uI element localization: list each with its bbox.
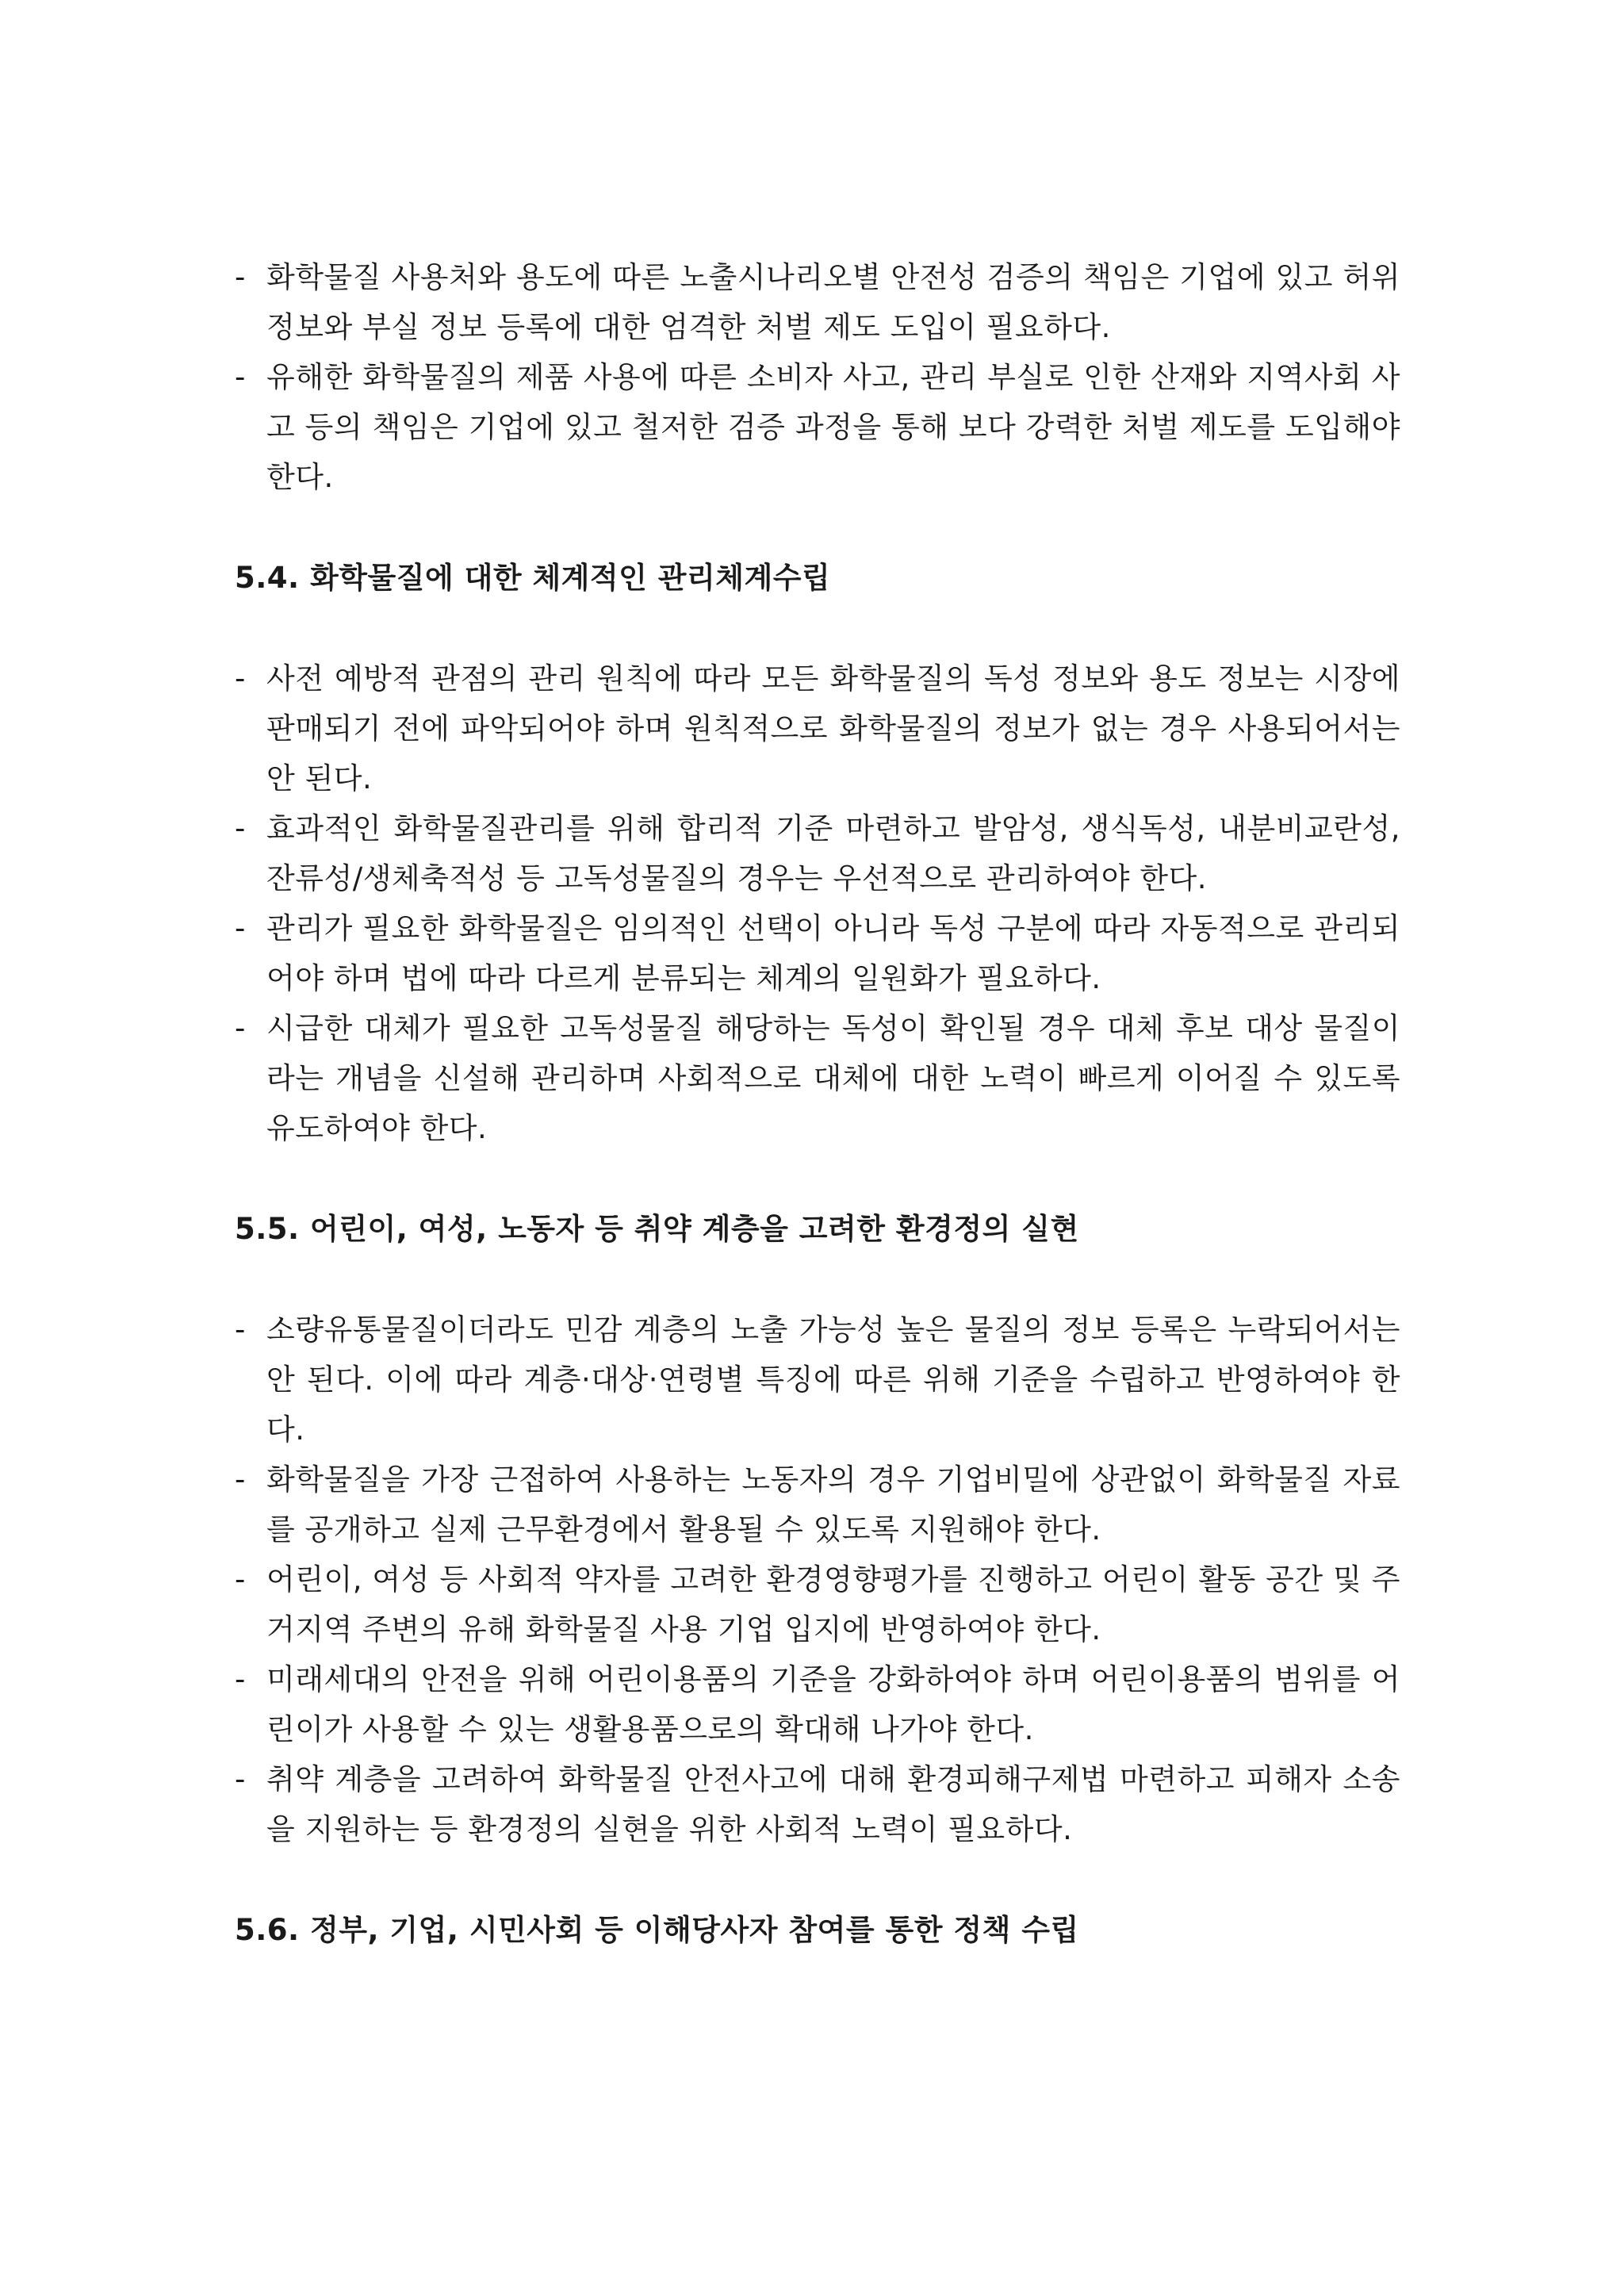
list-item (235, 1654, 1400, 1754)
bullet-dash: - (235, 1562, 246, 1596)
list-item (235, 1754, 1400, 1854)
list-item (235, 1305, 1400, 1455)
list-item-text: 효과적인 화학물질관리를 위해 합리적 기준 마련하고 발암성, 생식독성, 내분비교란성, 잔류성/생체축적성 등 고독성물질의 경우는 우선적으로 관리하여야 한다. (266, 811, 1400, 895)
list-item-text: 관리가 필요한 화학물질은 임의적인 선택이 아니라 독성 구분에 따라 자동적으로 관리되어야 하며 법에 따라 다르게 분류되는 체계의 일원화가 필요하다. (266, 911, 1400, 995)
bullet-dash: - (235, 1762, 246, 1796)
list-item-text: 소량유통물질이더라도 민감 계층의 노출 가능성 높은 물질의 정보 등록은 누락되어서는 안 된다. 이에 따라 계층·대상·연령별 특징에 따른 위해 기준을 수립하고 반영하여야 한다. (266, 1313, 1400, 1447)
bullet-dash: - (235, 1462, 246, 1497)
bullet-dash: - (235, 661, 246, 696)
list-item-text: 어린이, 여성 등 사회적 약자를 고려한 환경영향평가를 진행하고 어린이 활동 공간 및 주거지역 주변의 유해 화학물질 사용 기업 입지에 반영하여야 한다. (266, 1562, 1400, 1646)
bullet-dash: - (235, 911, 246, 945)
bullet-dash: - (235, 811, 246, 845)
management-list (235, 654, 1400, 1153)
list-item (235, 1455, 1400, 1554)
list-item (235, 1003, 1400, 1153)
list-item-text: 시급한 대체가 필요한 고독성물질 해당하는 독성이 확인될 경우 대체 후보 대상 물질이라는 개념을 신설해 관리하며 사회적으로 대체에 대한 노력이 빠르게 이어질 수 있도록 유도하여야 한다. (266, 1011, 1400, 1145)
bullet-dash: - (235, 1662, 246, 1696)
list-item-text: 유해한 화학물질의 제품 사용에 따른 소비자 사고, 관리 부실로 인한 산재와 지역사회 사고 등의 책임은 기업에 있고 철저한 검증 과정을 통해 보다 강력한 처벌 제도를 도입해야 한다. (266, 360, 1400, 494)
bullet-dash: - (235, 360, 246, 394)
list-item-text: 취약 계층을 고려하여 화학물질 안전사고에 대해 환경피해구제법 마련하고 피해자 소송을 지원하는 등 환경정의 실현을 위한 사회적 노력이 필요하다. (266, 1762, 1400, 1846)
list-item (235, 352, 1400, 502)
list-item (235, 252, 1400, 352)
list-item-text: 화학물질 사용처와 용도에 따른 노출시나리오별 안전성 검증의 책임은 기업에 있고 허위 정보와 부실 정보 등록에 대한 엄격한 처벌 제도 도입이 필요하다. (266, 260, 1400, 344)
responsibility-list (235, 252, 1400, 502)
list-item (235, 654, 1400, 803)
vulnerable-groups-list (235, 1305, 1400, 1854)
section-heading-5-5: 5.5. 어린이, 여성, 노동자 등 취약 계층을 고려한 환경정의 실현 (235, 1212, 1079, 1246)
section-heading-5-4: 5.4. 화학물질에 대한 체계적인 관리체계수립 (235, 561, 831, 595)
list-item (235, 803, 1400, 903)
list-item-text: 화학물질을 가장 근접하여 사용하는 노동자의 경우 기업비밀에 상관없이 화학물질 자료를 공개하고 실제 근무환경에서 활용될 수 있도록 지원해야 한다. (266, 1462, 1400, 1547)
list-item (235, 1554, 1400, 1654)
list-item (235, 903, 1400, 1003)
list-item-text: 사전 예방적 관점의 관리 원칙에 따라 모든 화학물질의 독성 정보와 용도 정보는 시장에 판매되기 전에 파악되어야 하며 원칙적으로 화학물질의 정보가 없는 경우 사용되어서는 안 된다. (266, 661, 1400, 795)
list-item-text: 미래세대의 안전을 위해 어린이용품의 기준을 강화하여야 하며 어린이용품의 범위를 어린이가 사용할 수 있는 생활용품으로의 확대해 나가야 한다. (266, 1662, 1400, 1746)
section-heading-5-6: 5.6. 정부, 기업, 시민사회 등 이해당사자 참여를 통한 정책 수립 (235, 1913, 1079, 1947)
document-page (235, 252, 1400, 1955)
bullet-dash: - (235, 1011, 246, 1045)
bullet-dash: - (235, 260, 246, 294)
bullet-dash: - (235, 1313, 246, 1347)
